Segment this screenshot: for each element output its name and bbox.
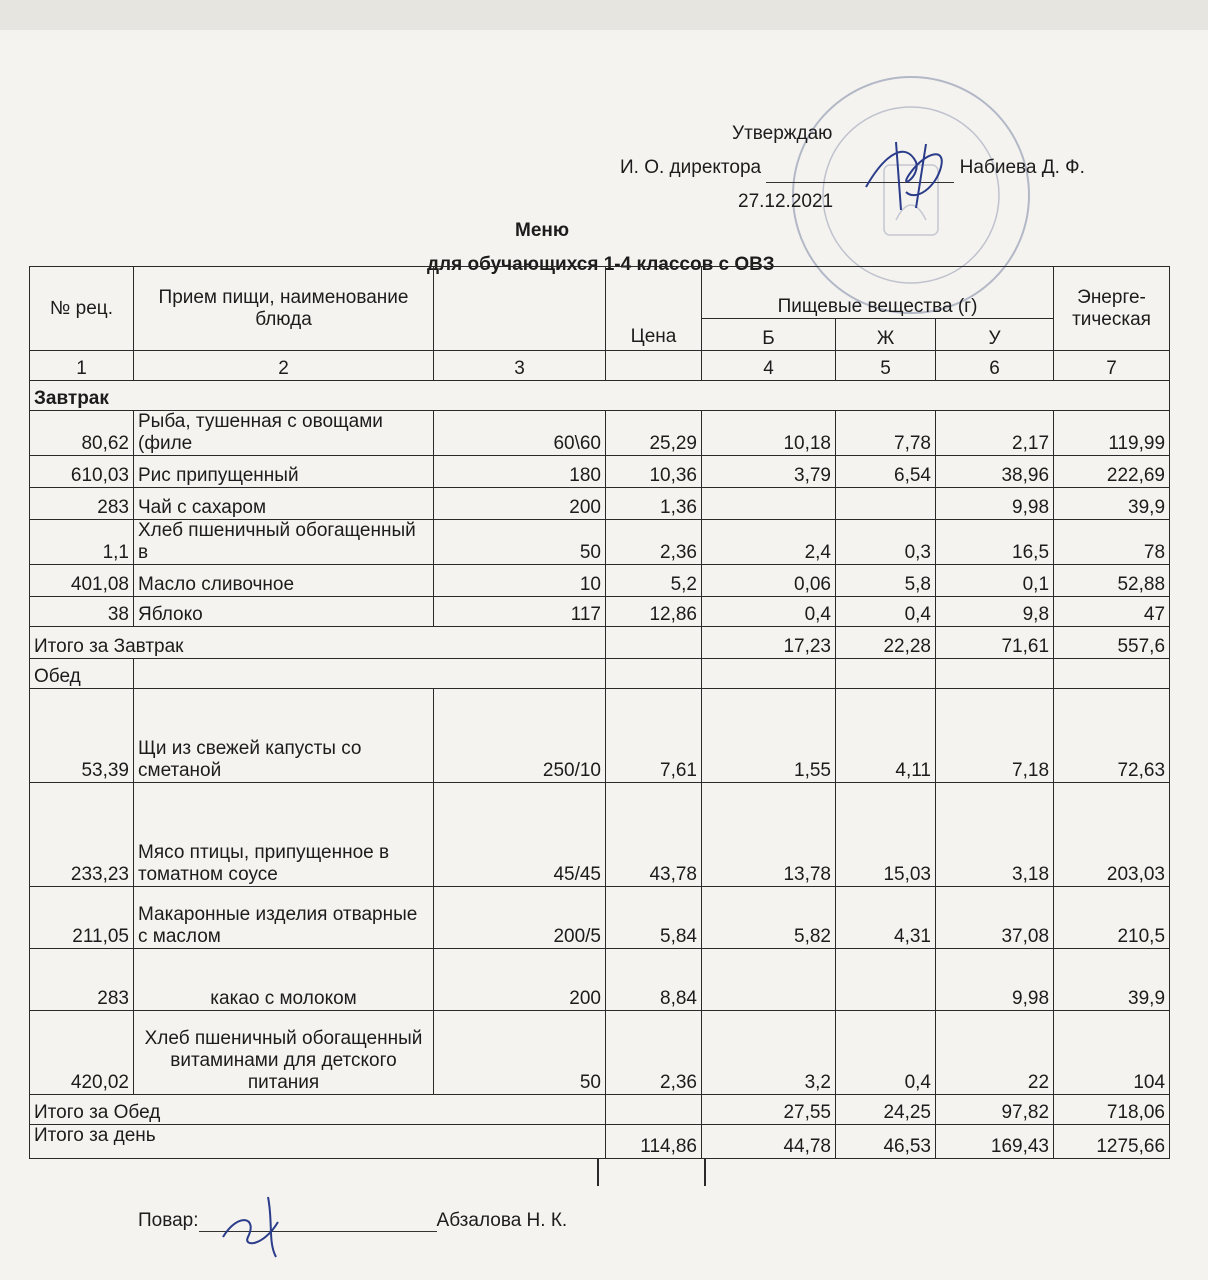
protein: 5,82 [702, 887, 836, 949]
dish-name: Рыба, тушенная с овощами (филе [134, 411, 434, 456]
col-num: 1 [30, 351, 134, 381]
protein: 10,18 [702, 411, 836, 456]
header-carbs: У [936, 319, 1054, 351]
carbs: 37,08 [936, 887, 1054, 949]
menu-table [29, 266, 1170, 1159]
fat: 15,03 [836, 783, 936, 887]
col-num: 4 [702, 351, 836, 381]
section-lunch [30, 659, 1170, 689]
header-dish: Прием пищи, наименование блюда [134, 267, 434, 351]
protein: 2,4 [702, 520, 836, 565]
dish-name: Макаронные изделия отварные с маслом [134, 887, 434, 949]
fat: 0,4 [836, 1011, 936, 1095]
rec-number: 420,02 [30, 1011, 134, 1095]
header-protein: Б [702, 319, 836, 351]
rec-number: 233,23 [30, 783, 134, 887]
carbs: 22 [936, 1011, 1054, 1095]
price: 7,61 [606, 689, 702, 783]
protein [702, 949, 836, 1011]
dish-row [30, 949, 1170, 1011]
fat: 6,54 [836, 456, 936, 488]
price: 5,2 [606, 565, 702, 597]
dish-name: Масло сливочное [134, 565, 434, 597]
approve-label: Утверждаю [732, 123, 833, 144]
dish-name: Рис припущенный [134, 456, 434, 488]
cook-signature-icon [218, 1192, 298, 1262]
fat: 5,8 [836, 565, 936, 597]
portion: 117 [434, 597, 606, 627]
energy: 52,88 [1054, 565, 1170, 597]
total-protein: 27,55 [702, 1095, 836, 1125]
breakfast-total-row [30, 627, 1170, 659]
protein: 1,55 [702, 689, 836, 783]
table-trailing-line [597, 1158, 599, 1186]
header-price: Цена [606, 267, 702, 351]
total-protein: 44,78 [702, 1125, 836, 1159]
fat: 7,78 [836, 411, 936, 456]
carbs: 3,18 [936, 783, 1054, 887]
carbs: 16,5 [936, 520, 1054, 565]
portion: 50 [434, 520, 606, 565]
col-num: 5 [836, 351, 936, 381]
rec-number: 1,1 [30, 520, 134, 565]
rec-number: 283 [30, 488, 134, 520]
page-subtitle: для обучающихся 1-4 классов с ОВЗ [427, 254, 775, 275]
total-energy: 718,06 [1054, 1095, 1170, 1125]
dish-row [30, 488, 1170, 520]
dish-row [30, 783, 1170, 887]
header-rec-no: № рец. [30, 267, 134, 351]
total-fat: 24,25 [836, 1095, 936, 1125]
header-row [30, 267, 1170, 319]
paper-edge [0, 0, 1208, 30]
portion: 45/45 [434, 783, 606, 887]
fat: 4,11 [836, 689, 936, 783]
director-line [620, 152, 1085, 183]
total-carbs: 71,61 [936, 627, 1054, 659]
director-name: Набиева Д. Ф. [959, 157, 1085, 178]
protein: 0,4 [702, 597, 836, 627]
price: 5,84 [606, 887, 702, 949]
table-trailing-line [704, 1158, 706, 1186]
cook-signature-block [138, 1210, 567, 1232]
portion: 200/5 [434, 887, 606, 949]
total-energy: 557,6 [1054, 627, 1170, 659]
col-num: 2 [134, 351, 434, 381]
total-carbs: 169,43 [936, 1125, 1054, 1159]
col-num: 6 [936, 351, 1054, 381]
col-num: 7 [1054, 351, 1170, 381]
energy: 104 [1054, 1011, 1170, 1095]
dish-row [30, 520, 1170, 565]
cook-name: Абзалова Н. К. [436, 1210, 568, 1231]
fat: 0,3 [836, 520, 936, 565]
protein: 0,06 [702, 565, 836, 597]
fat [836, 949, 936, 1011]
price: 25,29 [606, 411, 702, 456]
fat: 4,31 [836, 887, 936, 949]
total-label: Итого за Завтрак [30, 627, 606, 659]
dish-name: Мясо птицы, припущенное в томатном соусе [134, 783, 434, 887]
rec-number: 211,05 [30, 887, 134, 949]
header-energy: Энерге-тическая [1054, 267, 1170, 351]
carbs: 9,8 [936, 597, 1054, 627]
total-energy: 1275,66 [1054, 1125, 1170, 1159]
dish-row [30, 565, 1170, 597]
fat [836, 488, 936, 520]
day-total-price: 114,86 [606, 1125, 702, 1159]
portion: 10 [434, 565, 606, 597]
price: 43,78 [606, 783, 702, 887]
lunch-total-row [30, 1095, 1170, 1125]
director-signature-icon [856, 132, 966, 212]
price: 12,86 [606, 597, 702, 627]
portion: 250/10 [434, 689, 606, 783]
price: 2,36 [606, 520, 702, 565]
carbs: 38,96 [936, 456, 1054, 488]
col-num: 3 [434, 351, 606, 381]
carbs: 2,17 [936, 411, 1054, 456]
total-fat: 46,53 [836, 1125, 936, 1159]
dish-row [30, 689, 1170, 783]
protein: 13,78 [702, 783, 836, 887]
energy: 119,99 [1054, 411, 1170, 456]
dish-name: какао с молоком [134, 949, 434, 1011]
portion: 180 [434, 456, 606, 488]
carbs: 9,98 [936, 949, 1054, 1011]
energy: 39,9 [1054, 949, 1170, 1011]
header-nutrients: Пищевые вещества (г) [702, 267, 1054, 319]
carbs: 7,18 [936, 689, 1054, 783]
dish-row [30, 411, 1170, 456]
total-protein: 17,23 [702, 627, 836, 659]
approval-date: 27.12.2021 [738, 191, 834, 212]
total-carbs: 97,82 [936, 1095, 1054, 1125]
energy: 47 [1054, 597, 1170, 627]
dish-row [30, 597, 1170, 627]
total-label: Итого за день [30, 1125, 606, 1159]
section-breakfast [30, 381, 1170, 411]
day-total-row [30, 1125, 1170, 1159]
header-portion [434, 267, 606, 351]
price: 8,84 [606, 949, 702, 1011]
col-num-empty [606, 351, 702, 381]
total-price [606, 627, 702, 659]
energy: 222,69 [1054, 456, 1170, 488]
total-price [606, 1095, 702, 1125]
total-label: Итого за Обед [30, 1095, 606, 1125]
total-fat: 22,28 [836, 627, 936, 659]
price: 2,36 [606, 1011, 702, 1095]
position-label: И. О. директора [620, 157, 762, 178]
lunch-rows [30, 689, 1170, 1095]
fat: 0,4 [836, 597, 936, 627]
energy: 39,9 [1054, 488, 1170, 520]
section-label: Обед [30, 659, 134, 689]
portion: 200 [434, 949, 606, 1011]
column-numbers-row [30, 351, 1170, 381]
rec-number: 610,03 [30, 456, 134, 488]
breakfast-rows [30, 411, 1170, 627]
energy: 78 [1054, 520, 1170, 565]
section-label: Завтрак [30, 381, 1170, 411]
dish-name: Щи из свежей капусты со сметаной [134, 689, 434, 783]
dish-name: Яблоко [134, 597, 434, 627]
energy: 203,03 [1054, 783, 1170, 887]
portion: 50 [434, 1011, 606, 1095]
rec-number: 401,08 [30, 565, 134, 597]
dish-row [30, 1011, 1170, 1095]
energy: 210,5 [1054, 887, 1170, 949]
protein: 3,2 [702, 1011, 836, 1095]
dish-row [30, 456, 1170, 488]
dish-name: Чай с сахаром [134, 488, 434, 520]
dish-row [30, 887, 1170, 949]
header-fat: Ж [836, 319, 936, 351]
price: 10,36 [606, 456, 702, 488]
energy: 72,63 [1054, 689, 1170, 783]
page-title: Меню [515, 220, 570, 241]
price: 1,36 [606, 488, 702, 520]
portion: 200 [434, 488, 606, 520]
carbs: 9,98 [936, 488, 1054, 520]
protein [702, 488, 836, 520]
rec-number: 80,62 [30, 411, 134, 456]
portion: 60\60 [434, 411, 606, 456]
carbs: 0,1 [936, 565, 1054, 597]
cook-label: Повар: [138, 1210, 199, 1231]
rec-number: 283 [30, 949, 134, 1011]
rec-number: 38 [30, 597, 134, 627]
dish-name: Хлеб пшеничный обогащенный в [134, 520, 434, 565]
rec-number: 53,39 [30, 689, 134, 783]
dish-name: Хлеб пшеничный обогащенный витаминами для детского питания [134, 1011, 434, 1095]
protein: 3,79 [702, 456, 836, 488]
